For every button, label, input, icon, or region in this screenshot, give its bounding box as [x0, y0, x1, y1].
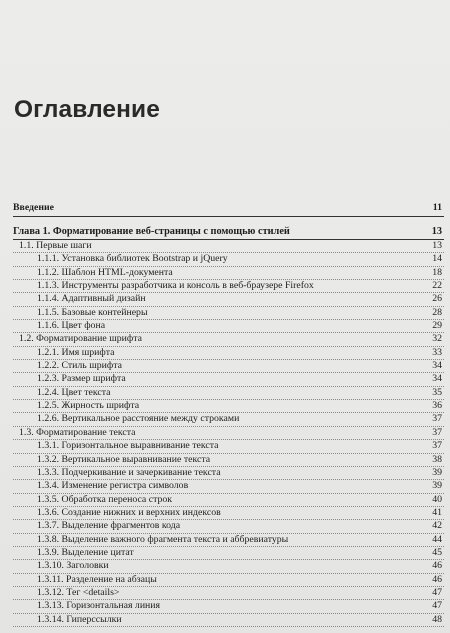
toc-entry-page: 35	[432, 386, 442, 398]
toc-entry	[13, 587, 444, 600]
toc-entry-page: 47	[432, 600, 442, 612]
toc-entry-label: 1.1.1. Установка библиотек Bootstrap и jQuery	[37, 253, 228, 265]
toc-entry-page: 26	[432, 293, 442, 305]
toc-entry-label: 1.3.2. Вертикальное выравнивание текста	[37, 453, 211, 465]
toc-entry-label: 1.2.6. Вертикальное расстояние между строками	[37, 413, 240, 425]
toc-entry	[13, 307, 444, 320]
toc-entry-label: 1.3.11. Разделение на абзацы	[37, 573, 157, 585]
toc-entry	[13, 400, 444, 413]
toc-entry-label: 1.3.1. Горизонтальное выравнивание текста	[37, 440, 219, 452]
toc-entry	[13, 413, 444, 426]
toc-entry-page: 37	[432, 440, 442, 452]
toc-entry	[13, 547, 444, 560]
toc-entry-label: 1.1.4. Адаптивный дизайн	[37, 293, 146, 305]
toc-entry-label: 1.3. Форматирование текста	[19, 426, 136, 438]
toc-entry	[13, 614, 444, 627]
toc-entry	[13, 534, 444, 547]
toc-entry-page: 46	[432, 560, 442, 572]
toc-entry-label: 1.3.4. Изменение регистра символов	[37, 480, 189, 492]
toc-entry	[13, 467, 444, 480]
toc-entry-page: 33	[432, 346, 442, 358]
toc-entry	[13, 600, 444, 613]
toc-entry-label: 1.2.1. Имя шрифта	[37, 346, 115, 358]
toc-entry-label: 1.2. Форматирование шрифта	[19, 333, 142, 345]
toc-entry	[13, 333, 444, 346]
toc-entry-page: 22	[432, 280, 442, 292]
toc-entry-label: 1.3.6. Создание нижних и верхних индексов	[37, 506, 221, 518]
toc-entry-label: Введение	[13, 202, 54, 213]
toc-entry	[13, 347, 444, 360]
toc-entry-label: Глава 1. Форматирование веб-страницы с помощью стилей	[13, 226, 290, 237]
toc-entry-page: 40	[432, 493, 442, 505]
toc-entry-label: 1.2.2. Стиль шрифта	[37, 360, 123, 372]
toc-entry	[13, 454, 444, 467]
toc-entry-label: 1.2.5. Жирность шрифта	[37, 400, 140, 412]
toc-entry-page: 47	[432, 586, 442, 598]
toc-entry	[13, 293, 444, 306]
toc-entry	[13, 280, 444, 293]
toc-entry-label: 1.3.3. Подчеркивание и зачеркивание текста	[37, 466, 221, 478]
toc-entry	[13, 387, 444, 400]
toc-entry-page: 37	[432, 413, 442, 425]
toc-entry-page: 34	[432, 373, 442, 385]
toc-entry	[13, 373, 444, 386]
toc-entry-page: 36	[432, 400, 442, 412]
toc-entry-label: 1.1.6. Цвет фона	[37, 320, 106, 332]
toc-entry-page: 38	[432, 453, 442, 465]
toc-entry	[13, 520, 444, 533]
toc-entry	[13, 253, 444, 266]
toc-entry	[13, 240, 444, 253]
toc-entry-page: 48	[432, 613, 442, 625]
toc-entry-page: 44	[432, 533, 442, 545]
toc-entry-page: 45	[432, 546, 442, 558]
toc-entry	[13, 440, 444, 453]
toc-entry-label: 1.3.13. Горизонтальная линия	[37, 600, 161, 612]
toc-entry-page: 14	[432, 253, 442, 265]
toc-entry-page: 37	[432, 426, 442, 438]
toc-entry-page: 39	[432, 480, 442, 492]
toc-entry-page: 39	[432, 466, 442, 478]
toc-entry-label: 1.1.5. Базовые контейнеры	[37, 306, 148, 318]
toc-entry-page: 11	[432, 202, 442, 213]
toc-entry-page: 13	[432, 240, 442, 251]
toc-entry-label: 1.2.4. Цвет текста	[37, 386, 111, 398]
page-title: Оглавление	[14, 96, 160, 123]
toc-entry-page: 29	[432, 320, 442, 332]
toc-entry-label: 1.1.2. Шаблон HTML-документа	[37, 266, 173, 278]
toc-entry-page: 34	[432, 360, 442, 372]
toc-entry	[13, 560, 444, 573]
toc-entry-label: 1.1.3. Инструменты разработчика и консоль в веб-браузере Firefox	[37, 280, 314, 292]
toc-entry	[13, 574, 444, 587]
toc-entry-label: 1.3.5. Обработка переноса строк	[37, 493, 173, 505]
toc-entry	[13, 427, 444, 440]
toc-entry	[13, 226, 444, 240]
toc-entry	[13, 202, 444, 217]
toc-entry	[13, 267, 444, 280]
toc-entry-label: 1.3.9. Выделение цитат	[37, 546, 134, 558]
toc-entry-page: 18	[432, 266, 442, 278]
toc-entry-label: 1.3.7. Выделение фрагментов кода	[37, 520, 181, 532]
toc-entry	[13, 320, 444, 333]
toc-entry	[13, 480, 444, 493]
toc-entry	[13, 360, 444, 373]
toc-entry-label: 1.3.8. Выделение важного фрагмента текста и аббревиатуры	[37, 533, 289, 545]
toc-entry-label: 1.3.14. Гиперссылки	[37, 613, 122, 625]
toc-entry	[13, 494, 444, 507]
toc-entry-page: 13	[431, 226, 442, 237]
toc-entry-page: 32	[432, 333, 442, 345]
toc-entry-label: 1.1. Первые шаги	[19, 240, 92, 251]
toc-entry-label: 1.2.3. Размер шрифта	[37, 373, 126, 385]
toc-entry-label: 1.3.12. Тег <details>	[37, 586, 120, 598]
toc-entry-page: 28	[432, 306, 442, 318]
toc-entry-page: 41	[432, 506, 442, 518]
toc-entry-page: 46	[432, 573, 442, 585]
table-of-contents	[13, 196, 444, 627]
toc-entry	[13, 507, 444, 520]
toc-entry-label: 1.3.10. Заголовки	[37, 560, 109, 572]
toc-entry-page: 42	[432, 520, 442, 532]
